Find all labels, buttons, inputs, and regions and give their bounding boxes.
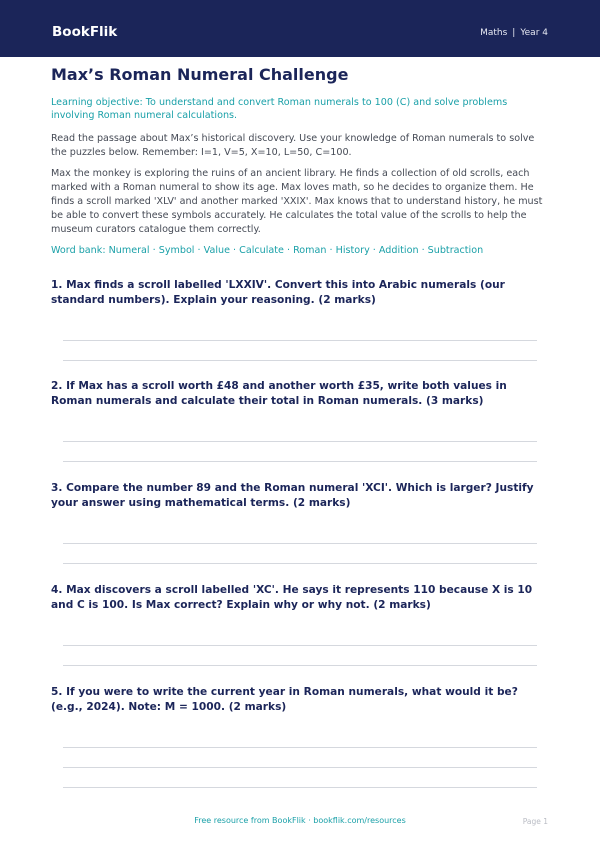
answer-line[interactable] xyxy=(63,441,537,442)
answer-line[interactable] xyxy=(63,461,537,462)
question-2: 2. If Max has a scroll worth £48 and another worth £35, write both values in Roman numerals and calculate their total in Roman numerals. (3 marks) xyxy=(51,380,507,407)
question-5: 5. If you were to write the current year in Roman numerals, what would it be? (e.g., 2024). Note: M = 1000. (2 marks) xyxy=(51,686,518,713)
answer-line[interactable] xyxy=(63,563,537,564)
answer-line[interactable] xyxy=(63,665,537,666)
intro-text: Read the passage about Max’s historical discovery. Use your knowledge of Roman numerals to solve the puzzles below. Remember: I=1, V=5, X=10, L=50, C=100. xyxy=(51,133,535,158)
answer-line[interactable] xyxy=(63,747,537,748)
subject-year-label xyxy=(480,28,548,38)
word-bank: Word bank: Numeral · Symbol · Value · Calculate · Roman · History · Addition · Subtraction xyxy=(51,245,484,256)
answer-line[interactable] xyxy=(63,340,537,341)
footer-text: Free resource from BookFlik · bookflik.com/resources xyxy=(194,816,406,825)
separator: | xyxy=(512,28,516,38)
page-title: Max’s Roman Numeral Challenge xyxy=(51,65,349,84)
answer-line[interactable] xyxy=(63,645,537,646)
brand-logo: BookFlik xyxy=(52,24,118,40)
question-1: 1. Max finds a scroll labelled 'LXXIV'. Convert this into Arabic numerals (our standard numbers). Explain your reasoning. (2 marks) xyxy=(51,279,505,306)
year-label: Year 4 xyxy=(520,28,548,38)
question-4: 4. Max discovers a scroll labelled 'XC'. He says it represents 110 because X is 10 and C is 100. Is Max correct? Explain why or why not. (2 marks) xyxy=(51,584,533,611)
story-passage: Max the monkey is exploring the ruins of an ancient library. He finds a collection of old scrolls, each marked with a Roman numeral to show its age. Max loves math, so he decides to organize them. He finds a scroll marked 'XLV' and another marked 'XXIX'. Max knows that to understand history, he must be able to convert these symbols accurately. He calculates the total value of the scrolls to help the museum curators catalogue them correctly. xyxy=(51,168,543,235)
subject-label: Maths xyxy=(480,28,508,38)
answer-line[interactable] xyxy=(63,767,537,768)
answer-line[interactable] xyxy=(63,543,537,544)
question-3: 3. Compare the number 89 and the Roman numeral 'XCI'. Which is larger? Justify your answer using mathematical terms. (2 marks) xyxy=(51,482,534,509)
answer-line[interactable] xyxy=(63,787,537,788)
learning-objective: Learning objective: To understand and convert Roman numerals to 100 (C) and solve problems involving Roman numeral calculations. xyxy=(51,97,508,121)
page-number: Page 1 xyxy=(522,817,548,826)
header-bar xyxy=(0,0,600,57)
answer-line[interactable] xyxy=(63,360,537,361)
